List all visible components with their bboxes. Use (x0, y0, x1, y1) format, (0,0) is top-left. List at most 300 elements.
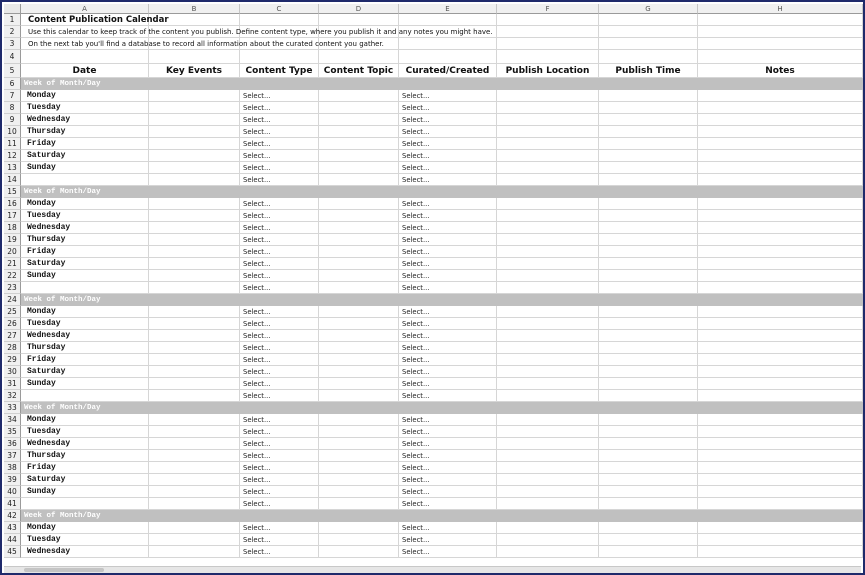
cell-e33[interactable] (399, 402, 497, 414)
cell-g30[interactable] (599, 366, 698, 378)
cell-f38[interactable] (497, 462, 599, 474)
cell-d37[interactable] (319, 450, 399, 462)
cell-f44[interactable] (497, 534, 599, 546)
cell-d23[interactable] (319, 282, 399, 294)
cell-g29[interactable] (599, 354, 698, 366)
cell-g19[interactable] (599, 234, 698, 246)
row-number[interactable]: 9 (4, 114, 21, 126)
cell-h26[interactable] (698, 318, 863, 330)
cell-g33[interactable] (599, 402, 698, 414)
content-type-dropdown[interactable]: Select... (240, 102, 319, 114)
cell-d41[interactable] (319, 498, 399, 510)
cell-h17[interactable] (698, 210, 863, 222)
cell-b29[interactable] (149, 354, 240, 366)
cell-h44[interactable] (698, 534, 863, 546)
row-number[interactable]: 16 (4, 198, 21, 210)
cell-h33[interactable] (698, 402, 863, 414)
cell-b10[interactable] (149, 126, 240, 138)
cell-g40[interactable] (599, 486, 698, 498)
curated-created-dropdown[interactable]: Select... (399, 534, 497, 546)
row-number[interactable]: 31 (4, 378, 21, 390)
row-number[interactable]: 29 (4, 354, 21, 366)
cell-h43[interactable] (698, 522, 863, 534)
content-type-dropdown[interactable]: Select... (240, 150, 319, 162)
cell-h1[interactable] (698, 14, 863, 26)
cell-a32[interactable] (21, 390, 149, 402)
cell-d25[interactable] (319, 306, 399, 318)
cell-b22[interactable] (149, 270, 240, 282)
cell-g43[interactable] (599, 522, 698, 534)
cell-f24[interactable] (497, 294, 599, 306)
row-number[interactable]: 11 (4, 138, 21, 150)
cell-d30[interactable] (319, 366, 399, 378)
curated-created-dropdown[interactable]: Select... (399, 102, 497, 114)
cell-d31[interactable] (319, 378, 399, 390)
content-type-dropdown[interactable]: Select... (240, 414, 319, 426)
cell-h3[interactable] (698, 38, 863, 50)
cell-g24[interactable] (599, 294, 698, 306)
cell-d17[interactable] (319, 210, 399, 222)
cell-h41[interactable] (698, 498, 863, 510)
cell-d20[interactable] (319, 246, 399, 258)
cell-f12[interactable] (497, 150, 599, 162)
day-cell[interactable]: Saturday (21, 366, 149, 378)
cell-f26[interactable] (497, 318, 599, 330)
cell-b14[interactable] (149, 174, 240, 186)
cell-g13[interactable] (599, 162, 698, 174)
curated-created-dropdown[interactable]: Select... (399, 258, 497, 270)
cell-g7[interactable] (599, 90, 698, 102)
cell-d1[interactable] (319, 14, 399, 26)
cell-h10[interactable] (698, 126, 863, 138)
cell-g38[interactable] (599, 462, 698, 474)
content-type-dropdown[interactable]: Select... (240, 162, 319, 174)
column-header-g[interactable]: G (599, 4, 698, 14)
row-number[interactable]: 7 (4, 90, 21, 102)
cell-f43[interactable] (497, 522, 599, 534)
column-header-b[interactable]: B (149, 4, 240, 14)
row-number[interactable]: 1 (4, 14, 21, 26)
day-cell[interactable]: Thursday (21, 342, 149, 354)
row-number[interactable]: 25 (4, 306, 21, 318)
cell-b25[interactable] (149, 306, 240, 318)
row-number[interactable]: 12 (4, 150, 21, 162)
content-type-dropdown[interactable]: Select... (240, 366, 319, 378)
content-type-dropdown[interactable]: Select... (240, 270, 319, 282)
row-number[interactable]: 40 (4, 486, 21, 498)
cell-d4[interactable] (319, 50, 399, 64)
curated-created-dropdown[interactable]: Select... (399, 342, 497, 354)
cell-b9[interactable] (149, 114, 240, 126)
cell-b31[interactable] (149, 378, 240, 390)
cell-d44[interactable] (319, 534, 399, 546)
curated-created-dropdown[interactable]: Select... (399, 498, 497, 510)
cell-g28[interactable] (599, 342, 698, 354)
cell-f22[interactable] (497, 270, 599, 282)
day-cell[interactable]: Friday (21, 246, 149, 258)
cell-d39[interactable] (319, 474, 399, 486)
cell-h38[interactable] (698, 462, 863, 474)
cell-g36[interactable] (599, 438, 698, 450)
cell-h4[interactable] (698, 50, 863, 64)
cell-g34[interactable] (599, 414, 698, 426)
row-number[interactable]: 22 (4, 270, 21, 282)
content-type-dropdown[interactable]: Select... (240, 234, 319, 246)
cell-b33[interactable] (149, 402, 240, 414)
cell-d35[interactable] (319, 426, 399, 438)
cell-g42[interactable] (599, 510, 698, 522)
cell-f7[interactable] (497, 90, 599, 102)
cell-d34[interactable] (319, 414, 399, 426)
day-cell[interactable]: Tuesday (21, 318, 149, 330)
cell-b41[interactable] (149, 498, 240, 510)
scrollbar-thumb[interactable] (24, 568, 104, 572)
cell-h9[interactable] (698, 114, 863, 126)
cell-f27[interactable] (497, 330, 599, 342)
cell-f2[interactable] (497, 26, 599, 38)
cell-e1[interactable] (399, 14, 497, 26)
row-number[interactable]: 38 (4, 462, 21, 474)
row-number[interactable]: 42 (4, 510, 21, 522)
content-type-dropdown[interactable]: Select... (240, 342, 319, 354)
row-number[interactable]: 4 (4, 50, 21, 64)
cell-b27[interactable] (149, 330, 240, 342)
curated-created-dropdown[interactable]: Select... (399, 234, 497, 246)
cell-d38[interactable] (319, 462, 399, 474)
row-number[interactable]: 36 (4, 438, 21, 450)
content-type-dropdown[interactable]: Select... (240, 114, 319, 126)
cell-h25[interactable] (698, 306, 863, 318)
curated-created-dropdown[interactable]: Select... (399, 210, 497, 222)
cell-d7[interactable] (319, 90, 399, 102)
curated-created-dropdown[interactable]: Select... (399, 378, 497, 390)
curated-created-dropdown[interactable]: Select... (399, 270, 497, 282)
cell-d33[interactable] (319, 402, 399, 414)
row-number[interactable]: 17 (4, 210, 21, 222)
content-type-dropdown[interactable]: Select... (240, 318, 319, 330)
cell-a4[interactable] (21, 50, 149, 64)
day-cell[interactable]: Friday (21, 462, 149, 474)
cell-h40[interactable] (698, 486, 863, 498)
row-number[interactable]: 21 (4, 258, 21, 270)
cell-h42[interactable] (698, 510, 863, 522)
cell-h29[interactable] (698, 354, 863, 366)
content-type-dropdown[interactable]: Select... (240, 390, 319, 402)
cell-f35[interactable] (497, 426, 599, 438)
row-number[interactable]: 27 (4, 330, 21, 342)
day-cell[interactable]: Tuesday (21, 210, 149, 222)
cell-g14[interactable] (599, 174, 698, 186)
row-number[interactable]: 32 (4, 390, 21, 402)
content-type-dropdown[interactable]: Select... (240, 354, 319, 366)
day-cell[interactable]: Sunday (21, 486, 149, 498)
cell-e15[interactable] (399, 186, 497, 198)
cell-c15[interactable] (240, 186, 319, 198)
column-header-d[interactable]: D (319, 4, 399, 14)
day-cell[interactable]: Tuesday (21, 426, 149, 438)
row-number[interactable]: 34 (4, 414, 21, 426)
cell-g39[interactable] (599, 474, 698, 486)
cell-g35[interactable] (599, 426, 698, 438)
curated-created-dropdown[interactable]: Select... (399, 90, 497, 102)
cell-b15[interactable] (149, 186, 240, 198)
curated-created-dropdown[interactable]: Select... (399, 450, 497, 462)
cell-c1[interactable] (240, 14, 319, 26)
cell-d27[interactable] (319, 330, 399, 342)
cell-b4[interactable] (149, 50, 240, 64)
content-type-dropdown[interactable]: Select... (240, 90, 319, 102)
day-cell[interactable]: Saturday (21, 258, 149, 270)
column-title-cell[interactable]: Date (21, 64, 149, 78)
day-cell[interactable]: Wednesday (21, 222, 149, 234)
column-title-cell[interactable]: Content Topic (319, 64, 399, 78)
curated-created-dropdown[interactable]: Select... (399, 330, 497, 342)
select-all-corner[interactable] (4, 4, 21, 14)
cell-d14[interactable] (319, 174, 399, 186)
cell-d36[interactable] (319, 438, 399, 450)
cell-c24[interactable] (240, 294, 319, 306)
day-cell[interactable]: Monday (21, 198, 149, 210)
cell-g12[interactable] (599, 150, 698, 162)
cell-b6[interactable] (149, 78, 240, 90)
cell-f21[interactable] (497, 258, 599, 270)
cell-g11[interactable] (599, 138, 698, 150)
cell-h27[interactable] (698, 330, 863, 342)
cell-g3[interactable] (599, 38, 698, 50)
cell-b39[interactable] (149, 474, 240, 486)
row-number[interactable]: 13 (4, 162, 21, 174)
cell-a14[interactable] (21, 174, 149, 186)
cell-f6[interactable] (497, 78, 599, 90)
day-cell[interactable]: Monday (21, 414, 149, 426)
curated-created-dropdown[interactable]: Select... (399, 414, 497, 426)
cell-d11[interactable] (319, 138, 399, 150)
cell-h36[interactable] (698, 438, 863, 450)
cell-a41[interactable] (21, 498, 149, 510)
cell-h2[interactable] (698, 26, 863, 38)
cell-g26[interactable] (599, 318, 698, 330)
cell-f25[interactable] (497, 306, 599, 318)
column-title-cell[interactable]: Publish Time (599, 64, 698, 78)
column-header-f[interactable]: F (497, 4, 599, 14)
cell-f10[interactable] (497, 126, 599, 138)
cell-b19[interactable] (149, 234, 240, 246)
cell-b40[interactable] (149, 486, 240, 498)
column-header-c[interactable]: C (240, 4, 319, 14)
cell-f9[interactable] (497, 114, 599, 126)
day-cell[interactable]: Monday (21, 522, 149, 534)
cell-h30[interactable] (698, 366, 863, 378)
curated-created-dropdown[interactable]: Select... (399, 246, 497, 258)
cell-f16[interactable] (497, 198, 599, 210)
cell-f32[interactable] (497, 390, 599, 402)
day-cell[interactable]: Tuesday (21, 102, 149, 114)
cell-f8[interactable] (497, 102, 599, 114)
cell-h35[interactable] (698, 426, 863, 438)
curated-created-dropdown[interactable]: Select... (399, 222, 497, 234)
cell-h24[interactable] (698, 294, 863, 306)
cell-b13[interactable] (149, 162, 240, 174)
row-number[interactable]: 2 (4, 26, 21, 38)
cell-g23[interactable] (599, 282, 698, 294)
row-number[interactable]: 3 (4, 38, 21, 50)
cell-b38[interactable] (149, 462, 240, 474)
cell-g44[interactable] (599, 534, 698, 546)
cell-d45[interactable] (319, 546, 399, 558)
cell-f45[interactable] (497, 546, 599, 558)
cell-f31[interactable] (497, 378, 599, 390)
content-type-dropdown[interactable]: Select... (240, 198, 319, 210)
column-title-cell[interactable]: Notes (698, 64, 863, 78)
day-cell[interactable]: Tuesday (21, 534, 149, 546)
curated-created-dropdown[interactable]: Select... (399, 426, 497, 438)
cell-h20[interactable] (698, 246, 863, 258)
cell-g2[interactable] (599, 26, 698, 38)
row-number[interactable]: 6 (4, 78, 21, 90)
content-type-dropdown[interactable]: Select... (240, 174, 319, 186)
content-type-dropdown[interactable]: Select... (240, 258, 319, 270)
curated-created-dropdown[interactable]: Select... (399, 474, 497, 486)
cell-h13[interactable] (698, 162, 863, 174)
cell-h28[interactable] (698, 342, 863, 354)
cell-f11[interactable] (497, 138, 599, 150)
curated-created-dropdown[interactable]: Select... (399, 126, 497, 138)
curated-created-dropdown[interactable]: Select... (399, 150, 497, 162)
cell-g45[interactable] (599, 546, 698, 558)
row-number[interactable]: 37 (4, 450, 21, 462)
curated-created-dropdown[interactable]: Select... (399, 318, 497, 330)
cell-d18[interactable] (319, 222, 399, 234)
cell-f4[interactable] (497, 50, 599, 64)
cell-f36[interactable] (497, 438, 599, 450)
cell-b11[interactable] (149, 138, 240, 150)
content-type-dropdown[interactable]: Select... (240, 282, 319, 294)
content-type-dropdown[interactable]: Select... (240, 210, 319, 222)
cell-h23[interactable] (698, 282, 863, 294)
cell-c33[interactable] (240, 402, 319, 414)
cell-b7[interactable] (149, 90, 240, 102)
cell-d28[interactable] (319, 342, 399, 354)
cell-h7[interactable] (698, 90, 863, 102)
curated-created-dropdown[interactable]: Select... (399, 162, 497, 174)
cell-b16[interactable] (149, 198, 240, 210)
cell-b18[interactable] (149, 222, 240, 234)
cell-b24[interactable] (149, 294, 240, 306)
curated-created-dropdown[interactable]: Select... (399, 198, 497, 210)
day-cell[interactable]: Wednesday (21, 546, 149, 558)
day-cell[interactable]: Sunday (21, 378, 149, 390)
curated-created-dropdown[interactable]: Select... (399, 462, 497, 474)
cell-e6[interactable] (399, 78, 497, 90)
day-cell[interactable]: Sunday (21, 162, 149, 174)
cell-g41[interactable] (599, 498, 698, 510)
cell-d15[interactable] (319, 186, 399, 198)
cell-g1[interactable] (599, 14, 698, 26)
content-type-dropdown[interactable]: Select... (240, 450, 319, 462)
day-cell[interactable]: Thursday (21, 450, 149, 462)
cell-h19[interactable] (698, 234, 863, 246)
cell-d29[interactable] (319, 354, 399, 366)
cell-g25[interactable] (599, 306, 698, 318)
cell-d8[interactable] (319, 102, 399, 114)
row-number[interactable]: 23 (4, 282, 21, 294)
horizontal-scrollbar[interactable] (4, 566, 861, 574)
row-number[interactable]: 14 (4, 174, 21, 186)
curated-created-dropdown[interactable]: Select... (399, 522, 497, 534)
column-header-h[interactable]: H (698, 4, 863, 14)
curated-created-dropdown[interactable]: Select... (399, 546, 497, 558)
curated-created-dropdown[interactable]: Select... (399, 174, 497, 186)
cell-f28[interactable] (497, 342, 599, 354)
cell-b35[interactable] (149, 426, 240, 438)
cell-g6[interactable] (599, 78, 698, 90)
cell-d42[interactable] (319, 510, 399, 522)
row-number[interactable]: 30 (4, 366, 21, 378)
cell-g10[interactable] (599, 126, 698, 138)
content-type-dropdown[interactable]: Select... (240, 474, 319, 486)
cell-d10[interactable] (319, 126, 399, 138)
content-type-dropdown[interactable]: Select... (240, 378, 319, 390)
cell-b44[interactable] (149, 534, 240, 546)
column-title-cell[interactable]: Curated/Created (399, 64, 497, 78)
cell-c4[interactable] (240, 50, 319, 64)
curated-created-dropdown[interactable]: Select... (399, 438, 497, 450)
cell-b42[interactable] (149, 510, 240, 522)
column-title-cell[interactable]: Key Events (149, 64, 240, 78)
cell-f30[interactable] (497, 366, 599, 378)
row-number[interactable]: 28 (4, 342, 21, 354)
row-number[interactable]: 41 (4, 498, 21, 510)
cell-d13[interactable] (319, 162, 399, 174)
content-type-dropdown[interactable]: Select... (240, 426, 319, 438)
cell-b37[interactable] (149, 450, 240, 462)
column-header-e[interactable]: E (399, 4, 497, 14)
cell-h12[interactable] (698, 150, 863, 162)
cell-b34[interactable] (149, 414, 240, 426)
cell-g27[interactable] (599, 330, 698, 342)
cell-f18[interactable] (497, 222, 599, 234)
row-number[interactable]: 20 (4, 246, 21, 258)
cell-h22[interactable] (698, 270, 863, 282)
cell-b32[interactable] (149, 390, 240, 402)
row-number[interactable]: 33 (4, 402, 21, 414)
cell-h15[interactable] (698, 186, 863, 198)
cell-f41[interactable] (497, 498, 599, 510)
row-number[interactable]: 10 (4, 126, 21, 138)
cell-f3[interactable] (497, 38, 599, 50)
cell-d21[interactable] (319, 258, 399, 270)
cell-f1[interactable] (497, 14, 599, 26)
row-number[interactable]: 8 (4, 102, 21, 114)
cell-b21[interactable] (149, 258, 240, 270)
cell-g31[interactable] (599, 378, 698, 390)
cell-g20[interactable] (599, 246, 698, 258)
row-number[interactable]: 5 (4, 64, 21, 78)
cell-g9[interactable] (599, 114, 698, 126)
content-type-dropdown[interactable]: Select... (240, 126, 319, 138)
content-type-dropdown[interactable]: Select... (240, 306, 319, 318)
day-cell[interactable]: Friday (21, 138, 149, 150)
cell-d32[interactable] (319, 390, 399, 402)
cell-f37[interactable] (497, 450, 599, 462)
cell-f23[interactable] (497, 282, 599, 294)
cell-d6[interactable] (319, 78, 399, 90)
curated-created-dropdown[interactable]: Select... (399, 282, 497, 294)
content-type-dropdown[interactable]: Select... (240, 222, 319, 234)
cell-b36[interactable] (149, 438, 240, 450)
curated-created-dropdown[interactable]: Select... (399, 486, 497, 498)
curated-created-dropdown[interactable]: Select... (399, 306, 497, 318)
